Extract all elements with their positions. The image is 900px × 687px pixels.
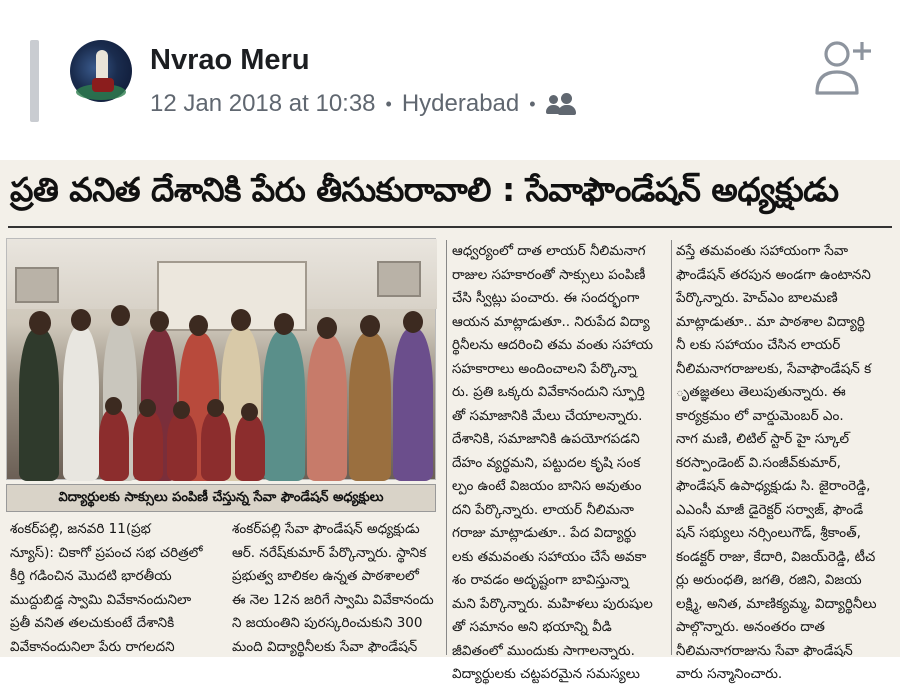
- article-line: దేశానికి, సమాజానికి ఉపయోగపడని: [452, 431, 640, 447]
- article-line: నాగ మణి, లిటిల్ స్టార్ హై స్కూల్: [676, 431, 850, 447]
- article-line: గరాజు మాట్లాడుతూ.. పేద విద్యార్థు: [452, 525, 637, 541]
- article-line: మని పేర్కొన్నారు. మహిళలు పురుషుల: [452, 595, 653, 612]
- article-column-3: [452, 240, 668, 687]
- article-line: విద్యార్థులకు చట్టపరమైన సమస్యలు: [452, 666, 640, 682]
- article-line: ఆధ్వర్యంలో దాత లాయర్ నీలిమనాగ: [452, 243, 646, 259]
- column-divider: [446, 240, 447, 655]
- article-line: నీలిమనాగరాజులకు, సేవాఫౌండేషన్ క: [676, 360, 872, 377]
- article-line: ఎఎంసీ మాజీ డైరెక్టర్ సర్వాజ్, ఫౌండే: [676, 501, 864, 518]
- post-meta: [150, 90, 576, 118]
- article-line: ల్పం ఉంటే విజయం బానిస అవుతుం: [452, 478, 642, 494]
- add-friend-icon[interactable]: [812, 38, 874, 96]
- article-line: సహకారాలు అందించాలని పేర్కొన్నా: [452, 360, 637, 377]
- article-line: ఈ నెల 12న జరిగే స్వామి వివేకానందు: [232, 591, 434, 608]
- article-line: జీవితంలో ముందుకు సాగాలన్నారు.: [452, 642, 635, 659]
- article-line: ఆర్. నరేష్‌కుమార్ పేర్కొన్నారు. స్థానిక: [232, 544, 427, 561]
- article-line: వస్తే తమవంతు సహాయంగా సేవా: [676, 243, 849, 259]
- article-column-2: [232, 518, 442, 659]
- article-column-4: [676, 240, 892, 687]
- article-line: మంది విద్యార్థినీలకు సేవా ఫౌండేషన్: [232, 638, 418, 655]
- article-line: కండక్టర్ రాజు, కేదారి, విజయ్‌రెడ్డి, టీచ: [676, 548, 876, 565]
- newspaper-clipping[interactable]: [0, 160, 900, 682]
- article-line: నీలిమనాగరాజును సేవా ఫౌండేషన్: [676, 642, 853, 659]
- article-line: ఫౌండేషన్ ఉపాధ్యక్షుడు సి. జైరాంరెడ్డి,: [676, 478, 871, 494]
- article-line: దని పేర్కొన్నారు. లాయర్ నీలిమనా: [452, 501, 634, 518]
- article-line: దేహం వ్యర్థమని, పట్టుదల కృషి సంక: [452, 454, 641, 471]
- article-line: తో సమానం అని భయాన్ని వీడి: [452, 619, 612, 635]
- meta-separator: •: [529, 93, 536, 114]
- article-line: లకు తమవంతు సహాయం చేసే అవకా: [452, 548, 647, 565]
- article-line: ృతజ్ఞతలు తెలుపుతున్నారు. ఈ: [676, 384, 846, 400]
- left-accent-bar: [30, 40, 39, 122]
- article-line: శంకర్‌పల్లి, జనవరి 11(ప్రభ: [10, 521, 151, 537]
- article-line: శం రావడం అదృష్టంగా బావిస్తున్నా: [452, 572, 629, 588]
- article-line: కీర్తి గడించిన మొదటి భారతీయ: [10, 568, 172, 584]
- article-headline: ప్రతి వనిత దేశానికి పేరు తీసుకురావాలి : సేవాఫౌండేషన్ అధ్యక్షుడు: [10, 170, 839, 209]
- article-column-1: [10, 518, 220, 659]
- author-name[interactable]: Nvrao Meru: [150, 44, 310, 76]
- article-line: కరస్పాండెంట్ వి.సంజీవ్‌కుమార్,: [676, 454, 841, 471]
- article-line: శంకర్‌పల్లి సేవా ఫౌండేషన్ అధ్యక్షుడు: [232, 521, 420, 537]
- article-line: రాజుల సహకారంతో సాక్సులు పంపిణీ: [452, 266, 646, 283]
- article-line: ని జయంతిని పురస్కరించుకుని 300: [232, 615, 423, 631]
- article-line: కార్యక్రమం లో వార్డుమెంబర్ ఎం.: [676, 407, 844, 424]
- article-line: ర్లు అరుంధతి, జగతి, రజిని, విజయ: [676, 572, 862, 588]
- article-line: ఆయన మాట్లాడుతూ.. నిరుపేద విద్యా: [452, 313, 650, 330]
- article-line: షన్ సభ్యులు నర్సింలుగౌడ్, శ్రీకాంత్,: [676, 525, 861, 541]
- article-line: పేర్కొన్నారు. హెచ్ఎం బాలమణి: [676, 290, 838, 306]
- friends-icon[interactable]: [546, 93, 576, 115]
- article-line: ముద్దుబిడ్డ స్వామి వివేకానందునిలా: [10, 591, 192, 608]
- meta-separator: •: [385, 93, 392, 114]
- photo-caption: విద్యార్థులకు సాక్సులు పంపిణీ చేస్తున్న సేవా ఫౌండేషన్ అధ్యక్షులు: [6, 484, 436, 512]
- column-divider: [671, 240, 672, 655]
- post-location[interactable]: Hyderabad: [401, 90, 520, 117]
- article-line: ర్థినీలను ఆదరించి తమ వంతు సహాయ: [452, 337, 654, 353]
- article-line: మాట్లాడుతూ.. మా పాఠశాల విద్యార్థి: [676, 313, 865, 330]
- article-line: పాల్గొన్నారు. అనంతరం దాత: [676, 619, 825, 635]
- article-line: చేసి స్వీట్లు పంచారు. ఈ సందర్భంగా: [452, 290, 640, 306]
- article-line: లక్ష్మి, అనిత, మాణిక్యమ్మ, విద్యార్థినీలు: [676, 595, 877, 612]
- article-line: నీ లకు సహాయం చేసిన లాయర్: [676, 337, 841, 353]
- article-photo: [6, 238, 436, 480]
- article-line: రు. ప్రతి ఒక్కరు వివేకానందుని స్ఫూర్తి: [452, 384, 645, 400]
- article-line: వారు సన్మానించారు.: [676, 666, 783, 682]
- post-timestamp[interactable]: 12 Jan 2018 at 10:38: [150, 90, 376, 117]
- article-line: వివేకానందునిలా పేరు రాగలదని: [10, 638, 175, 655]
- article-line: న్యూస్): చికాగో ప్రపంచ సభ చరిత్రలో: [10, 544, 203, 561]
- article-line: ప్రభుత్వ బాలికల ఉన్నత పాఠశాలలో: [232, 568, 419, 584]
- headline-rule: [8, 226, 892, 228]
- avatar[interactable]: [70, 40, 132, 102]
- post-header: [0, 0, 900, 140]
- article-line: ప్రతీ వనిత తలచుకుంటే దేశానికి: [10, 615, 175, 631]
- article-line: తో సమాజానికి మేలు చేయాలన్నారు.: [452, 407, 643, 424]
- article-line: ఫౌండేషన్ తరపున అండగా ఉంటానని: [676, 266, 871, 283]
